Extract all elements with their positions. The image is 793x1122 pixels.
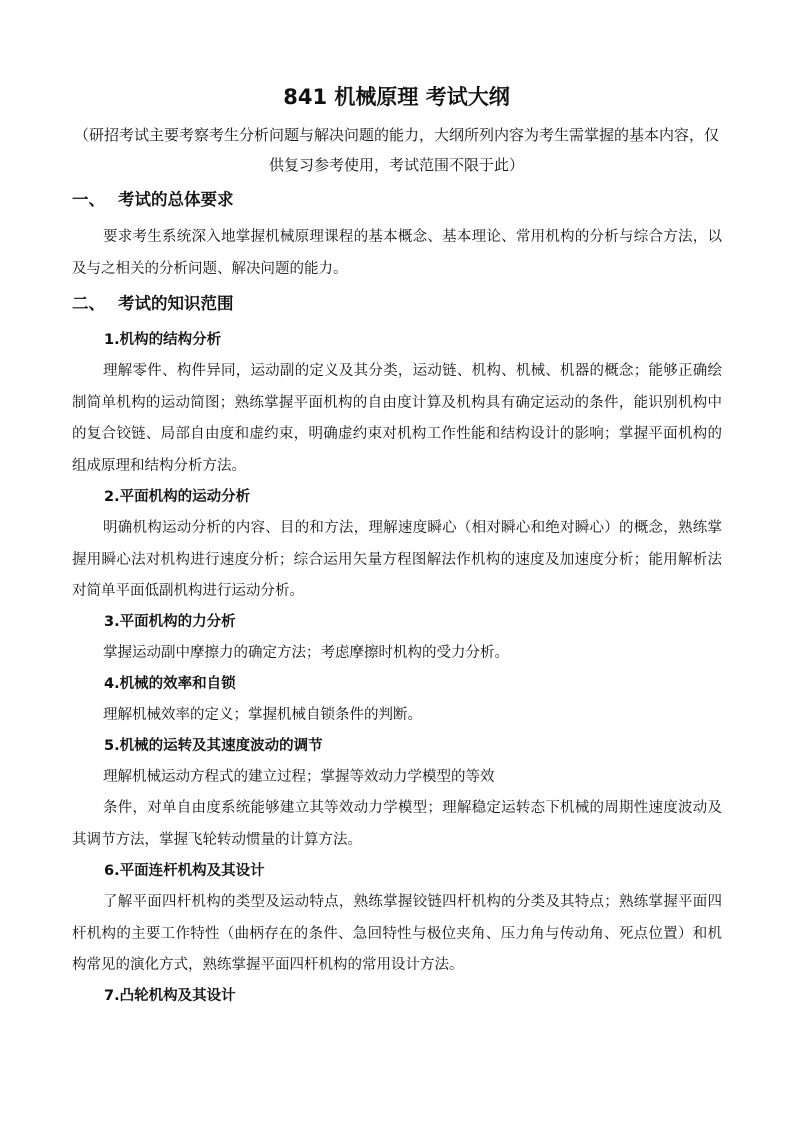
- topic-heading-force: 3.平面机构的力分析: [104, 614, 236, 630]
- topic-heading-efficiency: 4.机械的效率和自锁: [104, 676, 236, 692]
- topic-heading-structure: 1.机构的结构分析: [104, 332, 222, 348]
- topic-heading-kinematics: 2.平面机构的运动分析: [104, 489, 251, 505]
- topic-text-structure: 理解零件、构件异同，运动副的定义及其分类，运动链、机构、机械、机器的概念；能够正确绘制简单机构的运动简图；熟练掌握平面机构的自由度计算及机构具有确定运动的条件，能识别机构中的复合铰链、局部自由度和虚约束，明确虚约束对机构工作性能和结构设计的影响；掌握平面机构的组成原理和结构分析方法。: [72, 363, 722, 474]
- topic-text-operation-continued: 条件，对单自由度系统能够建立其等效动力学模型；理解稳定运转态下机械的周期性速度波动及其调节方法，掌握飞轮转动惯量的计算方法。: [72, 800, 722, 848]
- section-text-general: 要求考生系统深入地掌握机械原理课程的基本概念、基本理论、常用机构的分析与综合方法，以及与之相关的分析问题、解决问题的能力。: [72, 229, 722, 277]
- section-number: 一、: [72, 190, 105, 209]
- section-heading-scope: [72, 292, 234, 316]
- section-title: 考试的知识范围: [118, 294, 234, 313]
- intro-note: （研招考试主要考察考生分析问题与解决问题的能力，大纲所列内容为考生需掌握的基本内容，仅供复习参考使用，考试范围不限于此）: [73, 126, 719, 174]
- topic-heading-linkage: 6.平面连杆机构及其设计: [104, 863, 265, 879]
- topic-heading-operation: 5.机械的运转及其速度波动的调节: [104, 738, 323, 754]
- topic-text-efficiency: 理解机械效率的定义；掌握机械自锁条件的判断。: [103, 707, 422, 723]
- topic-text-force: 掌握运动副中摩擦力的确定方法；考虑摩擦时机构的受力分析。: [103, 645, 509, 661]
- topic-heading-cam: 7.凸轮机构及其设计: [104, 988, 236, 1004]
- topic-text-kinematics: 明确机构运动分析的内容、目的和方法，理解速度瞬心（相对瞬心和绝对瞬心）的概念，熟练掌握用瞬心法对机构进行速度分析；综合运用矢量方程图解法作机构的速度及加速度分析；能用解析法对简单平面低副机构进行运动分析。: [72, 520, 722, 599]
- section-title: 考试的总体要求: [118, 190, 234, 209]
- topic-text-linkage: 了解平面四杆机构的类型及运动特点，熟练掌握铰链四杆机构的分类及其特点；熟练掌握平面四杆机构的主要工作特性（曲柄存在的条件、急回特性与极位夹角、压力角与传动角、死点位置）和机构常见的演化方式，熟练掌握平面四杆机构的常用设计方法。: [72, 894, 722, 973]
- section-number: 二、: [72, 294, 105, 313]
- section-heading-general: [72, 188, 234, 212]
- topic-text-operation: 理解机械运动方程式的建立过程；掌握等效动力学模型的等效: [103, 769, 495, 785]
- page-title: 841 机械原理 考试大纲: [283, 85, 510, 109]
